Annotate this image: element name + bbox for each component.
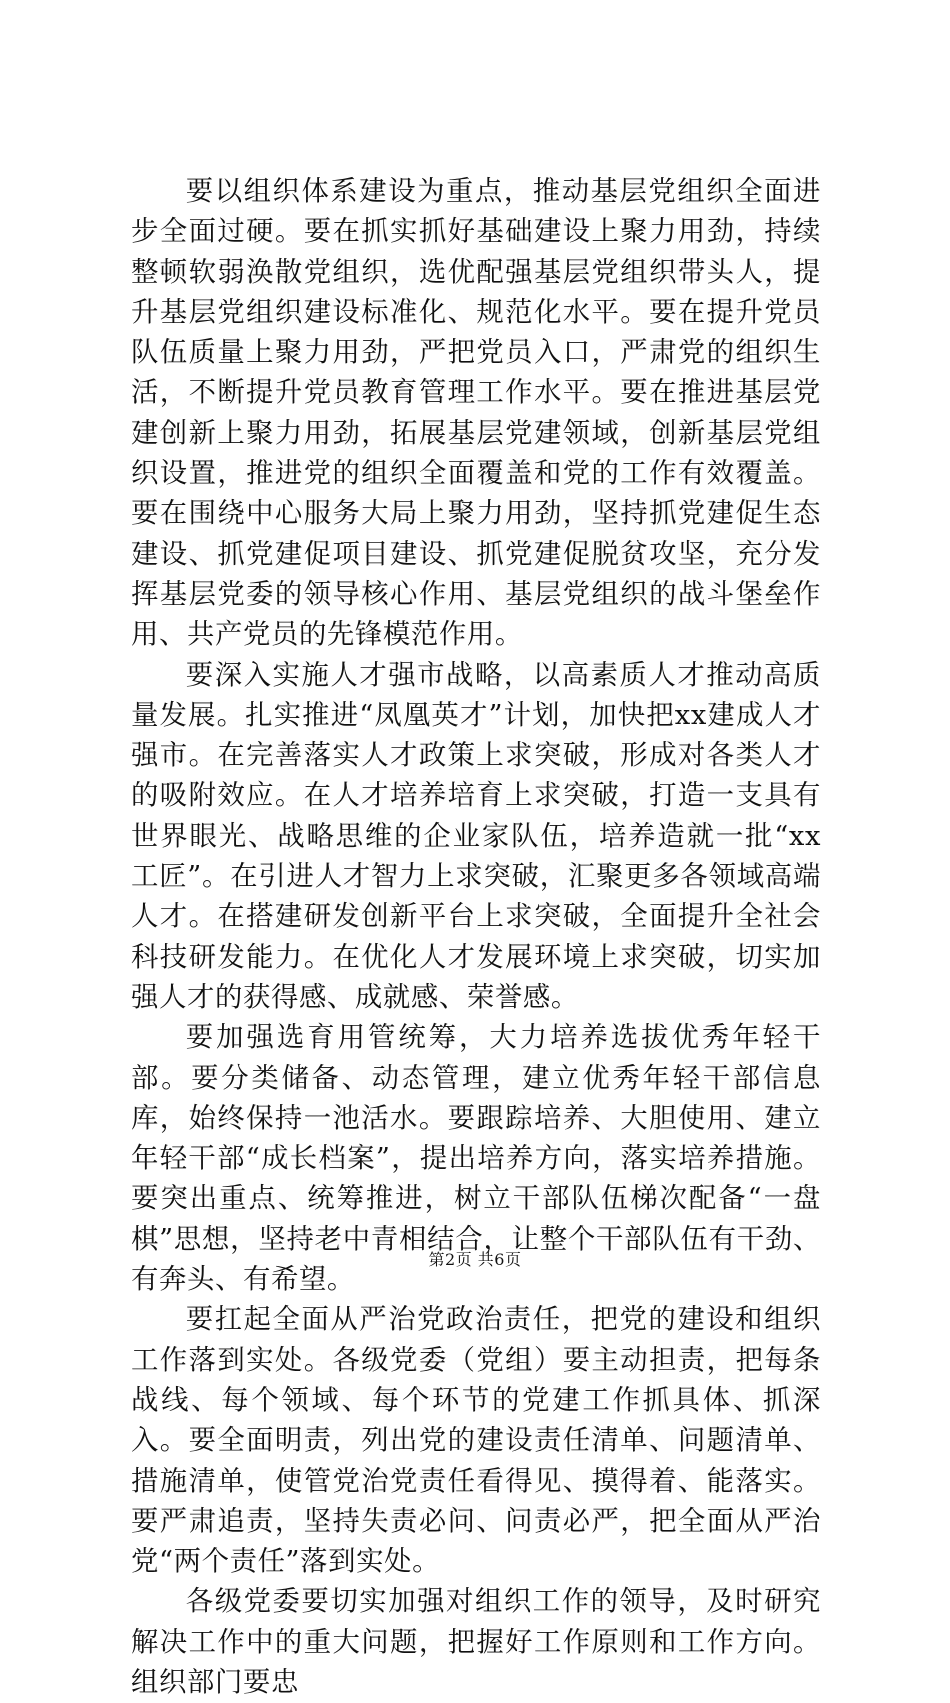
page-number-label: 第2页 共6页	[428, 1250, 522, 1269]
paragraph-1: 要以组织体系建设为重点，推动基层党组织全面进步全面过硬。要在抓实抓好基础建设上聚力用劲，持续整顿软弱涣散党组织，选优配强基层党组织带头人，提升基层党组织建设标准化、规范化水平。要在提升党员队伍质量上聚力用劲，严把党员入口，严肃党的组织生活，不断提升党员教育管理工作水平。要在推进基层党建创新上聚力用劲，拓展基层党建领域，创新基层党组织设置，推进党的组织全面覆盖和党的工作有效覆盖。要在围绕中心服务大局上聚力用劲，坚持抓党建促生态建设、抓党建促项目建设、抓党建促脱贫攻坚，充分发挥基层党委的领导核心作用、基层党组织的战斗堡垒作用、共产党员的先锋模范作用。	[131, 176, 821, 651]
paragraph-5: 各级党委要切实加强对组织工作的领导，及时研究解决工作中的重大问题，把握好工作原则和工作方向。组织部门要忠	[131, 1586, 821, 1698]
page-footer	[0, 1250, 950, 1270]
paragraph-3: 要加强选育用管统筹，大力培养选拔优秀年轻干部。要分类储备、动态管理，建立优秀年轻干部信息库，始终保持一池活水。要跟踪培养、大胆使用、建立年轻干部“成长档案”，提出培养方向，落实培养措施。要突出重点、统筹推进，树立干部队伍梯次配备“一盘棋”思想，坚持老中青相结合，让整个干部队伍有干劲、有奔头、有希望。	[131, 1022, 821, 1296]
document-body	[131, 172, 821, 1703]
paragraph-2: 要深入实施人才强市战略，以高素质人才推动高质量发展。扎实推进“凤凰英才”计划，加快把xx建成人才强市。在完善落实人才政策上求突破，形成对各类人才的吸附效应。在人才培养培育上求突破，打造一支具有世界眼光、战略思维的企业家队伍，培养造就一批“xx工匠”。在引进人才智力上求突破，汇聚更多各领域高端人才。在搭建研发创新平台上求突破，全面提升全社会科技研发能力。在优化人才发展环境上求突破，切实加强人才的获得感、成就感、荣誉感。	[131, 659, 821, 1013]
paragraph-4: 要扛起全面从严治党政治责任，把党的建设和组织工作落到实处。各级党委（党组）要主动担责，把每条战线、每个领域、每个环节的党建工作抓具体、抓深入。要全面明责，列出党的建设责任清单、问题清单、措施清单，使管党治党责任看得见、摸得着、能落实。要严肃追责，坚持失责必问、问责必严，把全面从严治党“两个责任”落到实处。	[131, 1304, 821, 1578]
